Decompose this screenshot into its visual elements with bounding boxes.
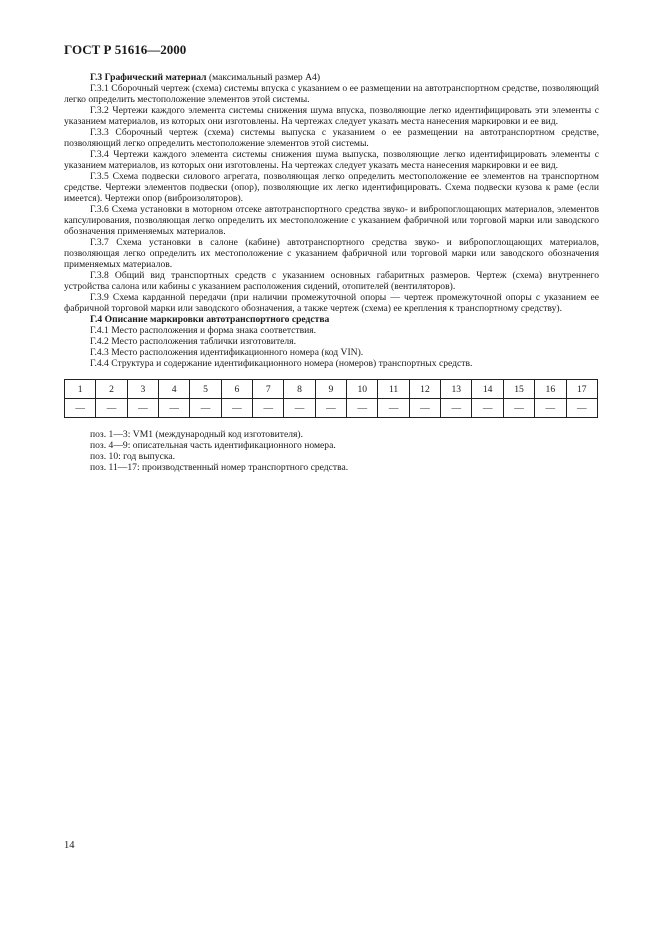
vin-position-cell: 11 — [378, 380, 409, 399]
section-g3-paragraph: Г.3.7 Схема установки в салоне (кабине) автотранспортного средства звуко- и вибропоглощающих материалов, позволяющая легко определить их местоположение с указанием фабричной или торговой марки или заводского обозначения применяемых материалов. — [64, 237, 599, 270]
vin-value-cell: — — [159, 399, 190, 418]
vin-position-cell: 8 — [284, 380, 315, 399]
vin-position-cell: 9 — [315, 380, 346, 399]
vin-value-cell: — — [472, 399, 503, 418]
vin-values-row — [65, 399, 598, 418]
vin-value-cell: — — [221, 399, 252, 418]
section-g3-paragraph: Г.3.3 Сборочный чертеж (схема) системы выпуска с указанием о ее размещении на автотранспортном средстве, позволяющий легко определить местоположение элементов этой системы. — [64, 127, 599, 149]
vin-position-cell: 7 — [253, 380, 284, 399]
vin-position-cell: 6 — [221, 380, 252, 399]
section-g3-paragraph: Г.3.6 Схема установки в моторном отсеке автотранспортного средства звуко- и вибропоглощающих материалов, элементов капсулирования, позволяющая легко определить их местоположение с указанием фабричной или торговой марки или заводского обозначения применяемых материалов. — [64, 204, 599, 237]
vin-value-cell: — — [378, 399, 409, 418]
vin-value-cell: — — [190, 399, 221, 418]
vin-value-cell: — — [409, 399, 440, 418]
section-g3-paragraph: Г.3.5 Схема подвески силового агрегата, позволяющая легко определить местоположение ее элементов на транспортном средстве. Чертежи элементов подвески (опор), позволяющие их легко идентифицировать. Схема подвески кузова к раме (если имеется). Чертежи опор (виброизоляторов). — [64, 171, 599, 204]
section-g3-paragraph: Г.3.4 Чертежи каждого элемента системы снижения шума выпуска, позволяющие легко идентифицировать элементы с указанием материалов, из которых они изготовлены. На чертежах следует указать места нанесения маркировки и ее вид. — [64, 149, 599, 171]
vin-position-cell: 16 — [535, 380, 566, 399]
section-g4-heading: Г.4 Описание маркировки автотранспортного средства — [90, 314, 330, 325]
vin-position-cell: 2 — [96, 380, 127, 399]
section-g3-paragraph: Г.3.8 Общий вид транспортных средств с указанием основных габаритных размеров. Чертеж (схема) внутреннего устройства салона или кабины с указанием расположения сидений, отопителей (вентиляторов). — [64, 270, 599, 292]
vin-value-cell: — — [96, 399, 127, 418]
vin-value-cell: — — [441, 399, 472, 418]
vin-positions-row — [65, 380, 598, 399]
section-g3-lead: Г.3 Графический материал — [90, 72, 207, 83]
section-g3-heading — [64, 72, 599, 83]
section-g3-lead-rest: (максимальный размер А4) — [206, 72, 321, 83]
vin-value-cell: — — [503, 399, 534, 418]
section-g4-items — [64, 325, 599, 369]
section-g4-item: Г.4.1 Место расположения и форма знака соответствия. — [90, 325, 317, 336]
section-g3-paragraph: Г.3.9 Схема карданной передачи (при наличии промежуточной опоры — чертеж промежуточной опоры с указанием ее фабричной торговой марки или заводского обозначения, а также чертеж (схема) ее крепления к транспортному средству). — [64, 292, 599, 314]
section-g4-item: Г.4.4 Структура и содержание идентификационного номера (номеров) транспортных средств. — [90, 358, 473, 369]
section-g3-paragraph: Г.3.2 Чертежи каждого элемента системы снижения шума впуска, позволяющие легко идентифицировать эти элементы с указанием материалов, из которых они изготовлены. На чертежах следует указать места нанесения маркировки и ее вид. — [64, 105, 599, 127]
section-g4-item: Г.4.3 Место расположения идентификационного номера (код VIN). — [90, 347, 364, 358]
vin-position-cell: 17 — [566, 380, 598, 399]
vin-value-cell: — — [253, 399, 284, 418]
vin-note: поз. 10: год выпуска. — [90, 451, 176, 462]
vin-position-cell: 4 — [159, 380, 190, 399]
page-content — [64, 72, 599, 473]
section-g3-paragraphs — [64, 83, 599, 314]
vin-note: поз. 11—17: производственный номер транспортного средства. — [90, 462, 349, 473]
vin-position-cell: 1 — [65, 380, 96, 399]
vin-position-cell: 13 — [441, 380, 472, 399]
vin-structure-table — [64, 379, 598, 418]
vin-position-cell: 12 — [409, 380, 440, 399]
vin-position-cell: 3 — [127, 380, 158, 399]
vin-notes — [64, 429, 599, 473]
vin-note: поз. 1—3: VM1 (международный код изготовителя). — [90, 429, 303, 440]
vin-value-cell: — — [127, 399, 158, 418]
vin-position-cell: 15 — [503, 380, 534, 399]
page-number: 14 — [64, 840, 75, 851]
section-g4-item: Г.4.2 Место расположения таблички изготовителя. — [90, 336, 296, 347]
vin-value-cell: — — [65, 399, 96, 418]
vin-value-cell: — — [315, 399, 346, 418]
vin-position-cell: 14 — [472, 380, 503, 399]
vin-note: поз. 4—9: описательная часть идентификационного номера. — [90, 440, 336, 451]
document-header: ГОСТ Р 51616—2000 — [64, 42, 187, 57]
section-g3-paragraph: Г.3.1 Сборочный чертеж (схема) системы впуска с указанием о ее размещении на автотранспортном средстве, позволяющий легко определить местоположение элементов этой системы. — [64, 83, 599, 105]
vin-value-cell: — — [284, 399, 315, 418]
vin-position-cell: 5 — [190, 380, 221, 399]
vin-value-cell: — — [566, 399, 598, 418]
vin-position-cell: 10 — [347, 380, 378, 399]
vin-value-cell: — — [535, 399, 566, 418]
vin-value-cell: — — [347, 399, 378, 418]
